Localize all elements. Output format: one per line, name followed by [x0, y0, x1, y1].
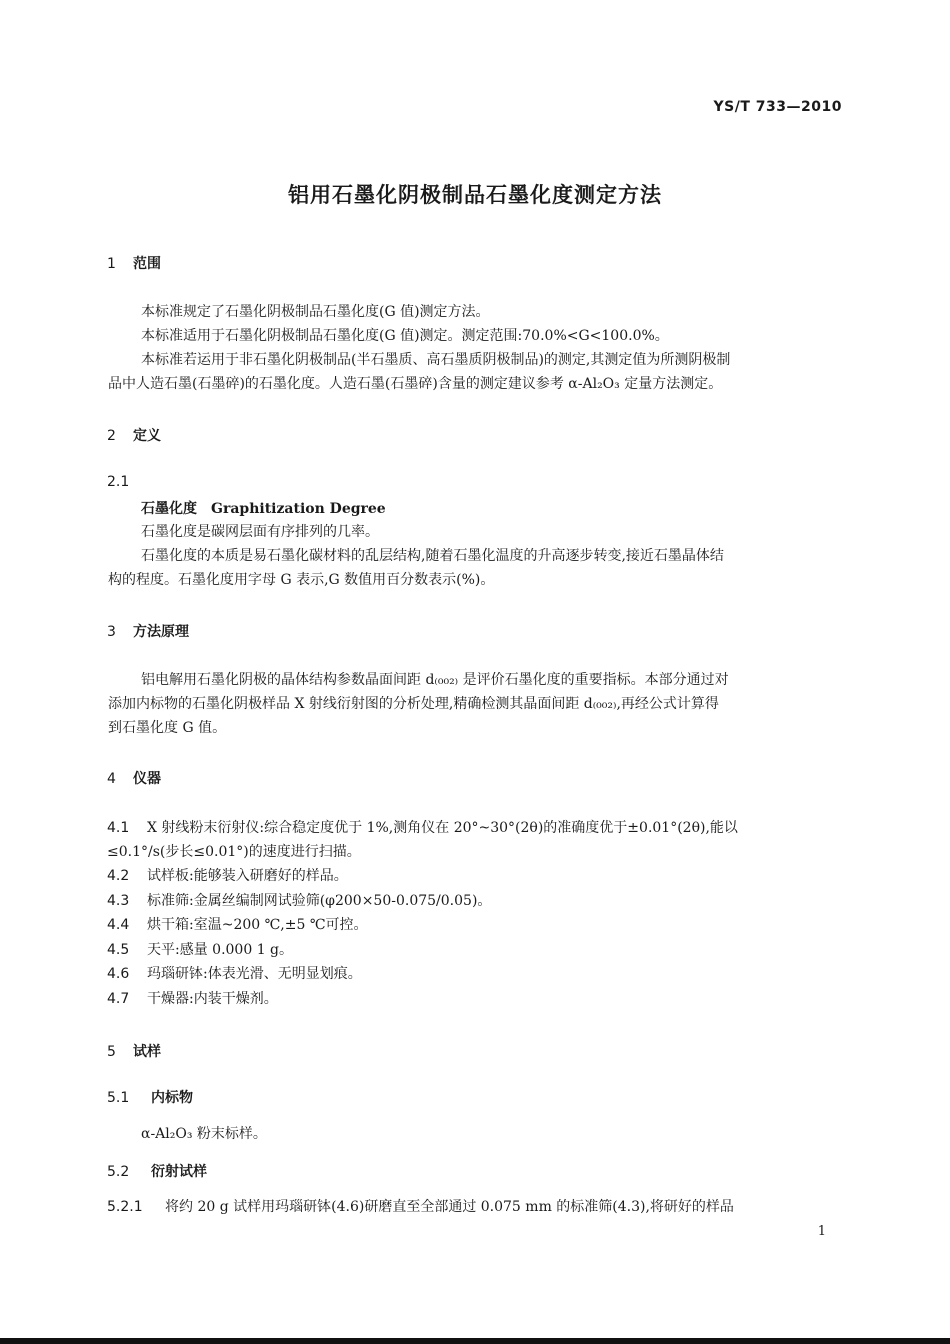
section-5-heading: [107, 1041, 161, 1061]
term-entry: [141, 498, 386, 518]
item-number: 4.5: [107, 942, 130, 958]
item-text: X 射线粉末衍射仪:综合稳定度优于 1%,测角仪在 20°~30°(2θ)的准确度优于±0.01°(2θ),能以: [147, 820, 738, 836]
paragraph: 石墨化度是碳网层面有序排列的几率。: [141, 524, 379, 540]
section-3-heading: [107, 621, 189, 641]
section-title: 范围: [133, 256, 161, 272]
item-text: ≤0.1°/s(步长≤0.01°)的速度进行扫描。: [107, 844, 361, 860]
item-number: 4.7: [107, 991, 130, 1007]
paragraph: 到石墨化度 G 值。: [108, 720, 227, 736]
section-2-heading: [107, 425, 161, 445]
bottom-border: [0, 1338, 950, 1344]
term-chinese: 石墨化度: [141, 501, 197, 517]
item-text: 烘干箱:室温~200 ℃,±5 ℃可控。: [147, 917, 368, 933]
subsection-title: 衍射试样: [151, 1164, 207, 1180]
subsection-5-1-heading: [107, 1087, 193, 1107]
list-item: [107, 864, 843, 888]
list-item: [107, 938, 843, 962]
item-text: 标准筛:金属丝编制网试验筛(φ200×50-0.075/0.05)。: [147, 893, 492, 909]
paragraph: 本标准若运用于非石墨化阴极制品(半石墨质、高石墨质阴极制品)的测定,其测定值为所测阴极制: [141, 352, 731, 368]
section-1-heading: [107, 253, 161, 273]
section-title: 仪器: [133, 771, 161, 787]
list-item: [107, 1195, 843, 1219]
section-number: 3: [107, 624, 116, 640]
item-number: 4.2: [107, 868, 130, 884]
page-number: 1: [817, 1224, 826, 1239]
subsection-number: 2.1: [107, 474, 130, 490]
paragraph: α-Al₂O₃ 粉末标样。: [141, 1126, 267, 1142]
list-item: [107, 889, 843, 913]
list-item-continuation: [107, 840, 843, 864]
item-text: 天平:感量 0.000 1 g。: [147, 942, 294, 958]
section-number: 5: [107, 1044, 116, 1060]
subsection-title: 内标物: [151, 1090, 193, 1106]
list-item: [107, 816, 843, 840]
paragraph: 品中人造石墨(石墨碎)的石墨化度。人造石墨(石墨碎)含量的测定建议参考 α-Al₂O₃ 定量方法测定。: [108, 376, 723, 392]
item-number: 5.2.1: [107, 1199, 143, 1215]
section-title: 试样: [133, 1044, 161, 1060]
subsection-number: 5.2: [107, 1164, 130, 1180]
paragraph: 构的程度。石墨化度用字母 G 表示,G 数值用百分数表示(%)。: [108, 572, 495, 588]
item-text: 干燥器:内装干燥剂。: [147, 991, 278, 1007]
paragraph: 添加内标物的石墨化阴极样品 X 射线衍射图的分析处理,精确检测其晶面间距 d₍₀₀₂₎,再经公式计算得: [108, 696, 719, 712]
list-item: [107, 913, 843, 937]
item-text: 玛瑙研钵:体表光滑、无明显划痕。: [147, 966, 362, 982]
item-text: 将约 20 g 试样用玛瑙研钵(4.6)研磨直至全部通过 0.075 mm 的标准筛(4.3),将研好的样品: [165, 1199, 734, 1215]
paragraph: 铝电解用石墨化阴极的晶体结构参数晶面间距 d₍₀₀₂₎ 是评价石墨化度的重要指标。本部分通过对: [141, 672, 729, 688]
section-number: 4: [107, 771, 116, 787]
item-text: 试样板:能够装入研磨好的样品。: [147, 868, 348, 884]
paragraph: 石墨化度的本质是易石墨化碳材料的乱层结构,随着石墨化温度的升高逐步转变,接近石墨晶体结: [141, 548, 724, 564]
item-number: 4.6: [107, 966, 130, 982]
section-number: 2: [107, 428, 116, 444]
section-4-heading: [107, 768, 161, 788]
section-number: 1: [107, 256, 116, 272]
item-number: 4.4: [107, 917, 130, 933]
list-item: [107, 987, 843, 1011]
item-number: 4.3: [107, 893, 130, 909]
section-title: 定义: [133, 428, 161, 444]
item-number: 4.1: [107, 820, 130, 836]
subsection-2-1-number: [107, 474, 133, 490]
term-english: Graphitization Degree: [211, 501, 386, 517]
paragraph: 本标准适用于石墨化阴极制品石墨化度(G 值)测定。测定范围:70.0%<G<100.0%。: [141, 328, 669, 344]
section-title: 方法原理: [133, 624, 189, 640]
subsection-5-2-heading: [107, 1161, 207, 1181]
subsection-number: 5.1: [107, 1090, 130, 1106]
paragraph: 本标准规定了石墨化阴极制品石墨化度(G 值)测定方法。: [141, 304, 490, 320]
list-item: [107, 962, 843, 986]
standard-code: YS/T 733—2010: [713, 99, 842, 115]
document-title: 铝用石墨化阴极制品石墨化度测定方法: [288, 183, 662, 207]
